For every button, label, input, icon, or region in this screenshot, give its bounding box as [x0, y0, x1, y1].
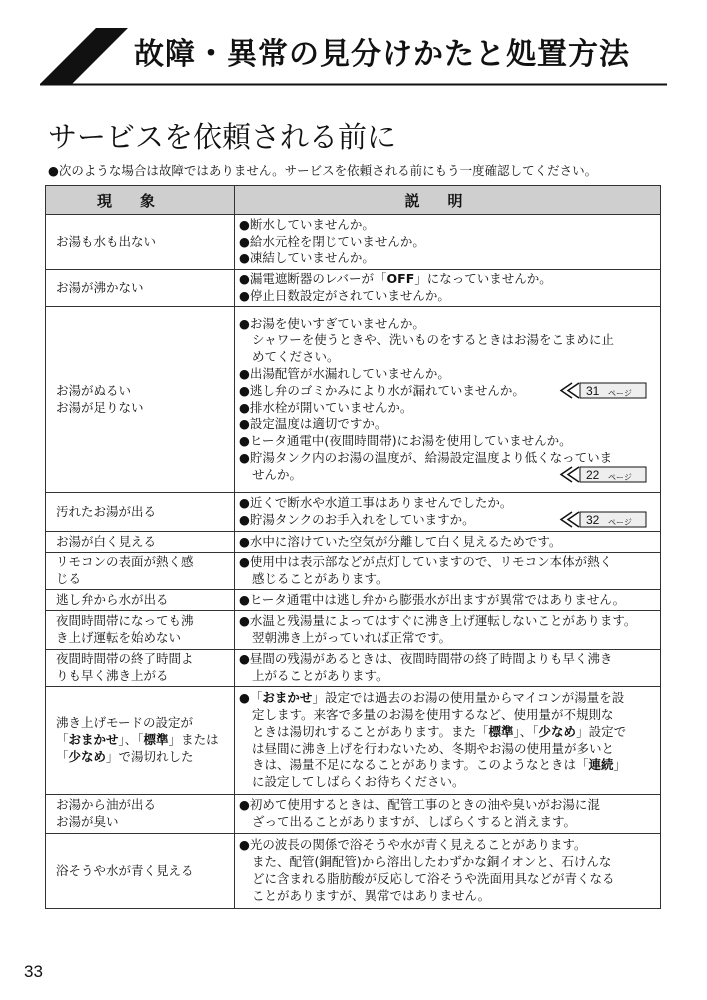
explanation-cell [235, 834, 661, 909]
explanation-line [239, 234, 656, 251]
explanation-line [239, 707, 656, 724]
text-segment: おまかせ [68, 732, 119, 748]
page-reference-unit: ページ [608, 472, 632, 482]
text-segment: どに含まれる脂肪酸が反応して浴そうや洗面用具などが青くなる [252, 871, 615, 886]
column-header-explanation: 説明 [235, 186, 661, 215]
text-segment: ●お湯を使いすぎていませんか。 [239, 315, 425, 331]
page-reference-arrow-icon [558, 466, 648, 483]
page-reference [558, 466, 648, 483]
explanation-line [239, 495, 656, 512]
symptom-cell [46, 270, 235, 307]
table-row [46, 834, 661, 909]
table-row [46, 307, 661, 493]
symptom-cell [46, 795, 235, 834]
symptom-line: お湯が臭い [56, 814, 119, 829]
text-segment: 定します。来客で多量のお湯を使用するなど、使用量が不規則な [252, 706, 614, 722]
explanation-line [239, 400, 656, 417]
explanation-cell [235, 307, 661, 493]
page-reference-number: 22 [586, 467, 600, 482]
text-segment: ●光の波長の関係で浴そうや水が青く見えることがあります。 [239, 837, 587, 853]
explanation-line [239, 332, 656, 349]
explanation-line [239, 774, 656, 791]
text-segment: 沸き上げモードの設定が [56, 715, 194, 731]
symptom-line: お湯から油が出る [56, 797, 157, 813]
text-segment: 」設定では過去のお湯の使用量からマイコンが湯量を設 [312, 690, 625, 706]
symptom-cell [46, 611, 235, 650]
explanation-line [239, 571, 656, 588]
explanation-line [239, 271, 656, 288]
text-segment: 「 [56, 732, 69, 748]
text-segment: 」になっていませんか。 [414, 271, 552, 287]
explanation-line [239, 467, 656, 484]
symptom-line: りも早く沸き上がる [56, 668, 169, 683]
column-header-symptom: 現象 [46, 186, 235, 215]
text-segment: 翌朝沸き上がっていれば正常です。 [252, 630, 452, 645]
text-segment: ●漏電遮断器のレバーが「 [239, 271, 387, 287]
symptom-cell [46, 532, 235, 553]
text-segment: 少なめ [68, 748, 107, 764]
text-segment: ●凍結していませんか。 [239, 250, 375, 266]
troubleshooting-table [45, 185, 661, 909]
text-segment: おまかせ [262, 690, 313, 706]
text-segment: 感じることがあります。 [252, 571, 389, 586]
symptom-line: 逃し弁から水が出る [56, 591, 169, 607]
page-reference-unit: ページ [608, 518, 632, 527]
explanation-line [239, 814, 656, 831]
explanation-cell [235, 611, 661, 650]
text-segment: ●断水していませんか。 [239, 216, 375, 232]
explanation-line [239, 288, 656, 305]
symptom-line: リモコンの表面が熱く感 [56, 554, 194, 570]
text-segment: ●排水栓が開いていませんか。 [239, 399, 413, 415]
explanation-line [239, 250, 656, 267]
explanation-line [239, 630, 656, 647]
explanation-line [239, 554, 656, 571]
symptom-cell [46, 307, 235, 493]
symptom-line: お湯が白く見える [56, 533, 157, 549]
explanation-line [239, 512, 656, 529]
text-segment: に設定してしばらくお待ちください。 [252, 774, 465, 790]
symptom-cell [46, 493, 235, 532]
text-segment: ●停止日数設定がされていませんか。 [239, 288, 450, 303]
text-segment: 少なめ [538, 723, 577, 739]
page-reference-unit: ページ [608, 388, 632, 398]
page-reference-arrow-icon [558, 382, 648, 399]
text-segment: また、配管(銅配管)から溶出したわずかな銅イオンと、石けんな [252, 854, 612, 870]
symptom-line: 汚れたお湯が出る [56, 503, 157, 519]
text-segment: ●「 [239, 690, 263, 706]
table-row [46, 215, 661, 270]
symptom-line: お湯が沸かない [56, 279, 144, 295]
symptom-cell [46, 553, 235, 590]
text-segment: ●給水元栓を閉じていませんか。 [239, 233, 425, 249]
text-segment: ●水中に溶けていた空気が分離して白く見えるためです。 [239, 533, 562, 549]
explanation-line [239, 217, 656, 234]
table-row [46, 553, 661, 590]
table-row [46, 493, 661, 532]
symptom-line: 浴そうや水が青く見える [56, 862, 194, 878]
text-segment: 標準 [143, 732, 169, 748]
text-segment: ●貯湯タンク内のお湯の温度が、給湯設定温度より低くなっていま [239, 449, 613, 465]
symptom-cell [46, 834, 235, 909]
explanation-cell [235, 532, 661, 553]
explanation-cell [235, 795, 661, 834]
text-segment: 連続 [588, 757, 614, 773]
text-segment: ●昼間の残湯があるときは、夜間時間帯の終了時間よりも早く沸き [239, 651, 613, 667]
text-segment: ことがありますが、異常ではありません。 [252, 887, 491, 903]
explanation-line [239, 450, 656, 467]
table-row [46, 270, 661, 307]
text-segment: きは、湯量不足になることがあります。このようなときは「 [252, 757, 589, 773]
explanation-cell [235, 553, 661, 590]
explanation-line [239, 416, 656, 433]
explanation-cell [235, 687, 661, 795]
explanation-line [239, 592, 656, 609]
page-reference [558, 511, 648, 528]
explanation-line [239, 534, 656, 551]
explanation-cell [235, 650, 661, 687]
text-segment: は昼間に沸き上げを行わないため、冬期やお湯の使用量が多いと [252, 740, 615, 756]
explanation-cell [235, 493, 661, 532]
explanation-line [239, 668, 656, 685]
symptom-cell [46, 215, 235, 270]
explanation-line [239, 871, 656, 888]
table-row [46, 795, 661, 834]
page-reference [558, 382, 648, 399]
text-segment: シャワーを使うときや、洗いものをするときはお湯をこまめに止 [252, 332, 615, 348]
symptom-line: お湯も水も出ない [56, 233, 157, 249]
text-segment: ●設定温度は適切ですか。 [239, 416, 388, 432]
page-reference-number: 31 [586, 383, 600, 398]
explanation-line [239, 316, 656, 333]
explanation-line [239, 366, 656, 383]
intro-note: ●次のような場合は故障ではありません。サービスを依頼される前にもう一度確認してください。 [48, 163, 598, 178]
symptom-cell [46, 650, 235, 687]
table-row [46, 687, 661, 795]
explanation-line [239, 888, 656, 905]
page-reference-number: 32 [586, 513, 600, 527]
text-segment: 」で湯切れした [106, 748, 194, 764]
explanation-line [239, 837, 656, 854]
symptom-line: お湯がぬるい [56, 382, 132, 398]
table-row [46, 650, 661, 687]
table-row [46, 532, 661, 553]
explanation-line [239, 854, 656, 871]
text-segment: ざって出ることがありますが、しばらくすると消えます。 [252, 814, 577, 829]
explanation-line [239, 724, 656, 741]
page-header-title: 故障・異常の見分けかたと処置方法 [134, 37, 630, 72]
text-segment: OFF [386, 271, 415, 287]
explanation-cell [235, 215, 661, 270]
table-row [46, 590, 661, 611]
symptom-line: お湯が足りない [56, 399, 144, 415]
symptom-line: 夜間時間帯の終了時間よ [56, 651, 194, 667]
text-segment: 」 [613, 757, 627, 773]
text-segment: ●貯湯タンクのお手入れをしていますか。 [239, 512, 475, 527]
explanation-line [239, 741, 656, 758]
explanation-line [239, 797, 656, 814]
explanation-line [239, 651, 656, 668]
text-segment: めてください。 [252, 349, 340, 365]
symptom-line [56, 749, 228, 766]
explanation-line [239, 383, 656, 400]
text-segment: 」設定で [576, 723, 627, 739]
text-segment: 」または [168, 732, 219, 748]
explanation-line [239, 613, 656, 630]
text-segment: ●ヒータ通電中(夜間時間帯)にお湯を使用していませんか。 [239, 433, 572, 449]
explanation-line [239, 349, 656, 366]
explanation-line [239, 690, 656, 707]
text-segment: 標準 [488, 723, 514, 739]
text-segment: 」、「 [118, 732, 144, 748]
symptom-line [56, 715, 228, 732]
text-segment: ●ヒータ通電中は逃し弁から膨張水が出ますが異常ではありません。 [239, 591, 626, 607]
text-segment: ●使用中は表示部などが点灯していますので、リモコン本体が熱く [239, 554, 613, 570]
explanation-cell [235, 270, 661, 307]
text-segment: ●逃し弁のゴミかみにより水が漏れていませんか。 [239, 382, 525, 398]
explanation-cell [235, 590, 661, 611]
text-segment: ●初めて使用するときは、配管工事のときの油や臭いがお湯に混 [239, 797, 600, 813]
text-segment: 上がることがあります。 [252, 668, 389, 683]
text-segment: 「 [56, 748, 69, 764]
symptom-line: 夜間時間帯になっても沸 [56, 613, 194, 629]
section-title: サービスを依頼される前に [48, 120, 397, 154]
text-segment: ●近くで断水や水道工事はありませんでしたか。 [239, 495, 513, 511]
page-reference-arrow-icon [558, 511, 648, 528]
page-number: 33 [24, 962, 43, 981]
text-segment: ●出湯配管が水漏れしていませんか。 [239, 365, 450, 381]
text-segment: せんか。 [252, 466, 303, 482]
symptom-line: じる [56, 571, 82, 586]
symptom-cell [46, 590, 235, 611]
table-row [46, 611, 661, 650]
explanation-line [239, 757, 656, 774]
explanation-line [239, 433, 656, 450]
text-segment: 」、「 [513, 723, 539, 739]
symptom-line [56, 732, 228, 749]
text-segment: ●水温と残湯量によってはすぐに沸き上げ運転しないことがあります。 [239, 613, 637, 629]
symptom-line: き上げ運転を始めない [56, 630, 182, 645]
table-header-row [46, 186, 661, 215]
symptom-cell [46, 687, 235, 795]
text-segment: ときは湯切れすることがあります。また「 [252, 723, 489, 739]
